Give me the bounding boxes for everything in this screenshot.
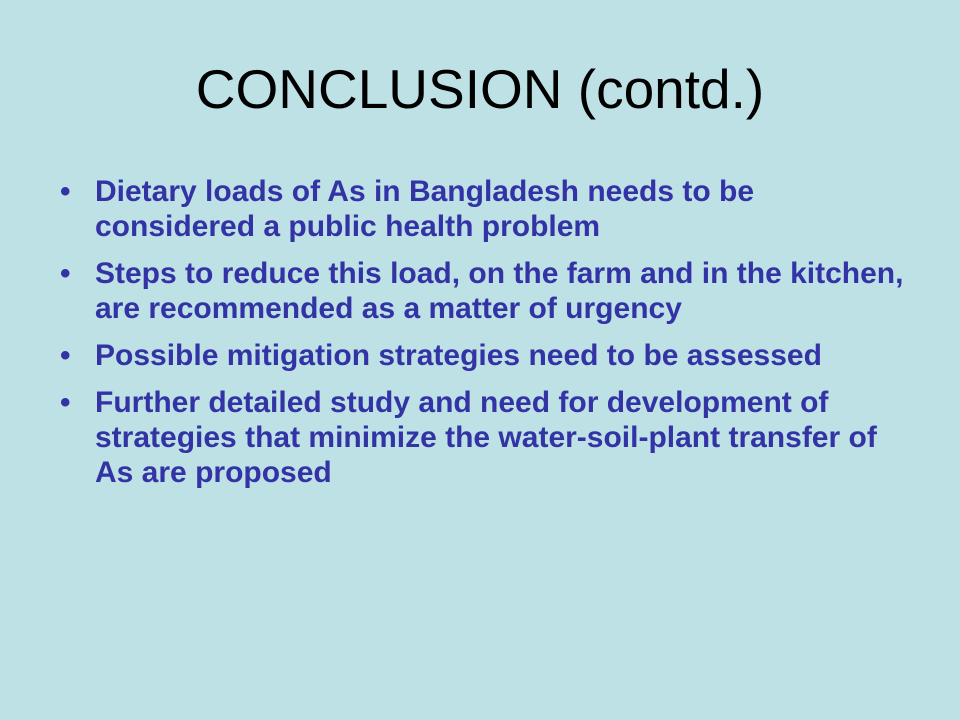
slide-title: CONCLUSION (contd.): [195, 58, 765, 120]
bullet-text: Possible mitigation strategies need to be assessed: [95, 339, 822, 372]
bullet-item: [58, 338, 918, 373]
bullet-item: [58, 174, 918, 244]
bullet-item: [58, 256, 918, 326]
bullet-text: Further detailed study and need for development of strategies that minimize the water-soil-plant transfer of As are proposed: [95, 386, 877, 489]
bullet-item: [58, 385, 918, 490]
bullet-marker: •: [60, 339, 71, 372]
bullet-marker: •: [60, 257, 71, 290]
bullet-marker: •: [60, 175, 71, 208]
bullet-marker: •: [60, 386, 71, 419]
bullet-text: Dietary loads of As in Bangladesh needs to be considered a public health problem: [95, 175, 755, 243]
bullet-text: Steps to reduce this load, on the farm and in the kitchen, are recommended as a matter of urgency: [95, 257, 904, 325]
bullet-list: [58, 174, 918, 502]
